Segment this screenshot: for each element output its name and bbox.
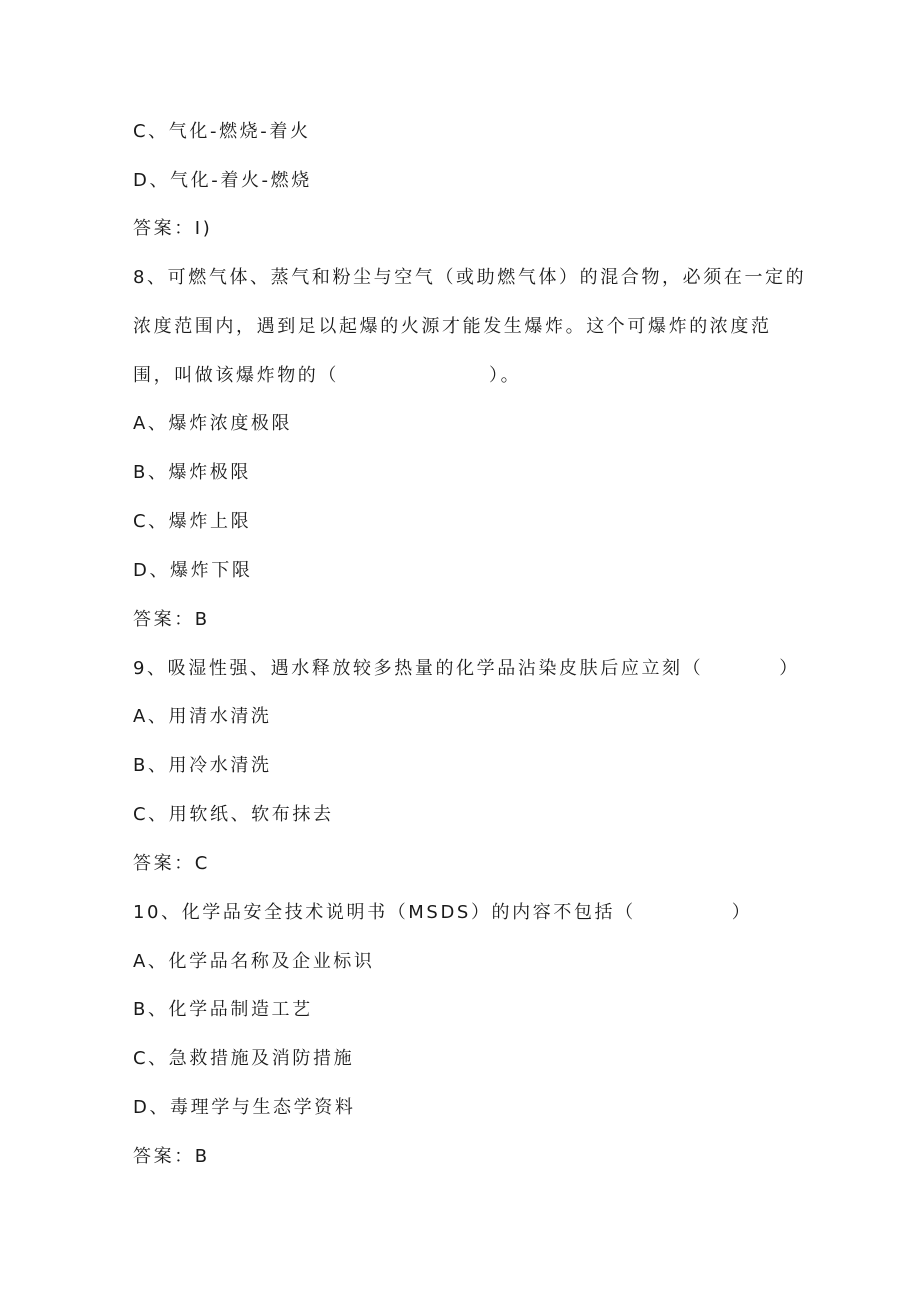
- q10-option-d: D、毒理学与生态学资料: [133, 1097, 356, 1118]
- q7-answer: 答案：I): [133, 218, 213, 239]
- q9-option-b: B、用冷水清洗: [133, 755, 272, 776]
- q8-stem-line3-text: 围，叫做该爆炸物的（: [133, 365, 339, 386]
- q8-option-b: B、爆炸极限: [133, 462, 251, 483]
- q8-stem-line2: 浓度范围内，遇到足以起爆的火源才能发生爆炸。这个可爆炸的浓度范: [133, 316, 772, 337]
- q9-stem-text: 9、吸湿性强、遇水释放较多热量的化学品沾染皮肤后应立刻（: [133, 658, 704, 679]
- q9-option-a: A、用清水清洗: [133, 706, 272, 727]
- q10-option-c: C、急救措施及消防措施: [133, 1048, 355, 1069]
- q10-answer: 答案：B: [133, 1146, 210, 1167]
- q10-option-a: A、化学品名称及企业标识: [133, 951, 375, 972]
- q8-answer: 答案：B: [133, 609, 210, 630]
- q10-option-b: B、化学品制造工艺: [133, 999, 313, 1020]
- q9-stem-close: ）: [779, 658, 800, 679]
- q8-option-c: C、爆炸上限: [133, 511, 252, 532]
- q9-stem: [133, 657, 800, 681]
- q9-option-c: C、用软纸、软布抹去: [133, 804, 334, 825]
- q8-stem-line1: 8、可燃气体、蒸气和粉尘与空气（或助燃气体）的混合物，必须在一定的: [133, 267, 807, 288]
- q8-option-d: D、爆炸下限: [133, 560, 253, 581]
- q10-stem: [133, 901, 752, 925]
- q8-stem-line3-close: ）。: [489, 365, 522, 386]
- q7-option-d: D、气化-着火-燃烧: [133, 170, 312, 191]
- q8-stem-line3: [133, 364, 521, 388]
- q10-stem-text: 10、化学品安全技术说明书（MSDS）的内容不包括（: [133, 902, 636, 923]
- q9-answer: 答案：C: [133, 853, 210, 874]
- q7-option-c: C、气化-燃烧-着火: [133, 121, 311, 142]
- q8-option-a: A、爆炸浓度极限: [133, 413, 293, 434]
- q10-stem-close: ）: [731, 902, 753, 923]
